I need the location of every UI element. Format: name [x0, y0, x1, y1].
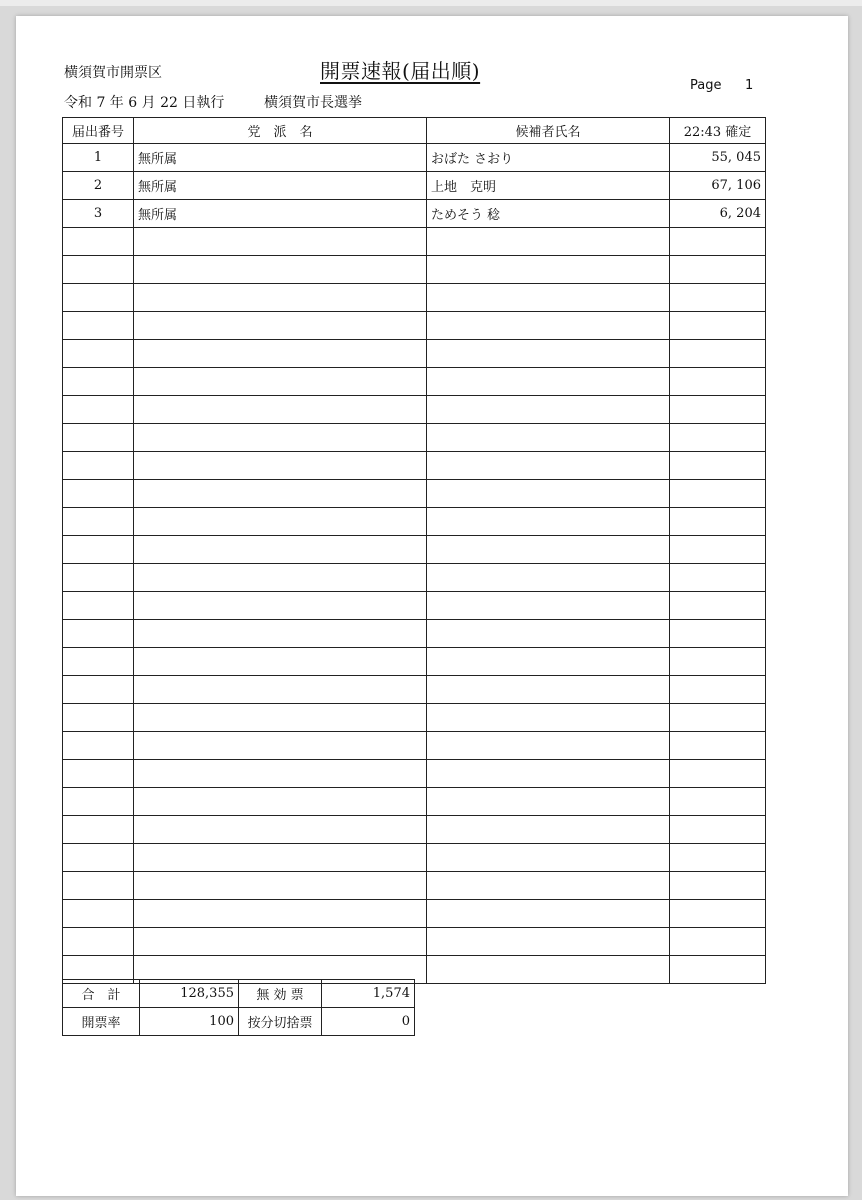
table-row — [63, 536, 766, 564]
counting-district: 横須賀市開票区 — [64, 65, 162, 81]
table-row — [63, 172, 766, 200]
cell-number — [63, 312, 134, 340]
table-row — [63, 676, 766, 704]
table-row — [63, 844, 766, 872]
cell-votes — [670, 620, 766, 648]
cell-number — [63, 424, 134, 452]
viewer-top-bar — [0, 0, 862, 6]
cell-number — [63, 480, 134, 508]
table-row — [63, 368, 766, 396]
cell-party — [134, 648, 427, 676]
table-row — [63, 872, 766, 900]
cell-party — [134, 340, 427, 368]
cell-party — [134, 452, 427, 480]
cell-number — [63, 452, 134, 480]
table-row — [63, 144, 766, 172]
cell-candidate — [427, 256, 670, 284]
table-row — [63, 340, 766, 368]
cell-votes — [670, 564, 766, 592]
table-row — [63, 284, 766, 312]
page-title: 開票速報(届出順) — [320, 59, 481, 83]
cell-party — [134, 844, 427, 872]
cell-party — [134, 480, 427, 508]
cell-number — [63, 284, 134, 312]
cell-votes — [670, 732, 766, 760]
cell-candidate — [427, 872, 670, 900]
table-row — [63, 816, 766, 844]
cell-party: 無所属 — [134, 144, 427, 172]
cell-votes — [670, 284, 766, 312]
cell-votes — [670, 424, 766, 452]
cell-number — [63, 872, 134, 900]
cell-number — [63, 228, 134, 256]
cell-party — [134, 900, 427, 928]
cell-party — [134, 760, 427, 788]
cell-candidate — [427, 760, 670, 788]
rate-label: 開票率 — [63, 1008, 140, 1036]
cell-party — [134, 620, 427, 648]
cell-party — [134, 284, 427, 312]
rate-value: 100 — [140, 1008, 239, 1036]
cell-number — [63, 340, 134, 368]
table-row — [63, 760, 766, 788]
table-row — [63, 312, 766, 340]
cell-candidate — [427, 228, 670, 256]
cell-party — [134, 564, 427, 592]
cell-votes — [670, 508, 766, 536]
cell-party — [134, 536, 427, 564]
cell-party — [134, 592, 427, 620]
cell-candidate: おばた さおり — [427, 144, 670, 172]
cell-votes — [670, 844, 766, 872]
cell-candidate — [427, 592, 670, 620]
cell-votes: 6, 204 — [670, 200, 766, 228]
results-table — [62, 117, 766, 984]
cell-party — [134, 676, 427, 704]
cell-number — [63, 536, 134, 564]
cell-number — [63, 592, 134, 620]
table-row — [63, 228, 766, 256]
cell-candidate — [427, 508, 670, 536]
table-row — [63, 396, 766, 424]
invalid-value: 1,574 — [322, 980, 415, 1008]
cell-votes — [670, 648, 766, 676]
cell-candidate — [427, 564, 670, 592]
cell-votes — [670, 788, 766, 816]
table-row — [63, 732, 766, 760]
cell-votes — [670, 256, 766, 284]
cell-votes — [670, 676, 766, 704]
cell-number: 1 — [63, 144, 134, 172]
cell-candidate — [427, 284, 670, 312]
header-party: 党 派 名 — [134, 118, 427, 144]
table-row — [63, 480, 766, 508]
page-label: Page — [690, 78, 722, 93]
cell-candidate — [427, 424, 670, 452]
table-row — [63, 592, 766, 620]
cell-votes — [670, 928, 766, 956]
cell-votes — [670, 452, 766, 480]
total-label: 合 計 — [63, 980, 140, 1008]
header-status: 22:43 確定 — [670, 118, 766, 144]
cell-party — [134, 256, 427, 284]
cell-votes — [670, 704, 766, 732]
cell-candidate — [427, 620, 670, 648]
cell-number — [63, 648, 134, 676]
cell-votes — [670, 228, 766, 256]
invalid-label: 無 効 票 — [239, 980, 322, 1008]
table-row — [63, 788, 766, 816]
summary-row — [63, 1008, 415, 1036]
cell-candidate — [427, 928, 670, 956]
cell-number — [63, 816, 134, 844]
header-number: 届出番号 — [63, 118, 134, 144]
cell-votes — [670, 396, 766, 424]
cell-candidate — [427, 844, 670, 872]
table-row — [63, 256, 766, 284]
cell-candidate — [427, 676, 670, 704]
table-row — [63, 564, 766, 592]
cell-number — [63, 788, 134, 816]
cell-votes — [670, 816, 766, 844]
cell-candidate — [427, 648, 670, 676]
page-number: 1 — [745, 78, 754, 93]
cell-candidate — [427, 704, 670, 732]
cell-candidate — [427, 788, 670, 816]
cell-number — [63, 564, 134, 592]
table-row — [63, 704, 766, 732]
cell-candidate — [427, 816, 670, 844]
table-row — [63, 200, 766, 228]
cell-party — [134, 396, 427, 424]
cell-number — [63, 396, 134, 424]
cell-number — [63, 620, 134, 648]
cell-party — [134, 508, 427, 536]
cell-candidate — [427, 368, 670, 396]
cell-votes — [670, 368, 766, 396]
header-candidate: 候補者氏名 — [427, 118, 670, 144]
summary-table — [62, 979, 415, 1036]
cell-party — [134, 312, 427, 340]
cell-party — [134, 368, 427, 396]
cell-party — [134, 928, 427, 956]
cell-party — [134, 732, 427, 760]
rounded-value: 0 — [322, 1008, 415, 1036]
cell-party — [134, 816, 427, 844]
cell-number — [63, 368, 134, 396]
cell-candidate — [427, 312, 670, 340]
table-row — [63, 900, 766, 928]
table-row — [63, 620, 766, 648]
cell-party: 無所属 — [134, 200, 427, 228]
cell-votes — [670, 312, 766, 340]
cell-party — [134, 424, 427, 452]
cell-number — [63, 508, 134, 536]
cell-party — [134, 788, 427, 816]
table-row — [63, 452, 766, 480]
rounded-label: 按分切捨票 — [239, 1008, 322, 1036]
cell-candidate: 上地 克明 — [427, 172, 670, 200]
table-header-row — [63, 118, 766, 144]
cell-votes — [670, 760, 766, 788]
cell-candidate — [427, 900, 670, 928]
cell-candidate — [427, 536, 670, 564]
summary-row — [63, 980, 415, 1008]
cell-number — [63, 844, 134, 872]
cell-votes — [670, 536, 766, 564]
cell-number — [63, 704, 134, 732]
table-row — [63, 648, 766, 676]
cell-number — [63, 732, 134, 760]
cell-candidate: ためそう 稔 — [427, 200, 670, 228]
table-row — [63, 424, 766, 452]
cell-votes — [670, 480, 766, 508]
cell-party — [134, 228, 427, 256]
cell-votes — [670, 592, 766, 620]
cell-candidate — [427, 340, 670, 368]
cell-number — [63, 676, 134, 704]
cell-number — [63, 928, 134, 956]
election-name: 横須賀市長選挙 — [264, 95, 362, 111]
cell-party — [134, 872, 427, 900]
cell-number: 2 — [63, 172, 134, 200]
cell-candidate — [427, 480, 670, 508]
execution-date: 令和 7 年 6 月 22 日執行 — [64, 95, 225, 111]
cell-candidate — [427, 396, 670, 424]
cell-votes — [670, 872, 766, 900]
cell-number — [63, 760, 134, 788]
table-row — [63, 508, 766, 536]
table-row — [63, 928, 766, 956]
cell-votes: 67, 106 — [670, 172, 766, 200]
cell-candidate — [427, 452, 670, 480]
cell-votes — [670, 956, 766, 984]
cell-party — [134, 704, 427, 732]
cell-number — [63, 256, 134, 284]
cell-votes — [670, 900, 766, 928]
cell-number: 3 — [63, 200, 134, 228]
cell-candidate — [427, 732, 670, 760]
cell-votes: 55, 045 — [670, 144, 766, 172]
total-value: 128,355 — [140, 980, 239, 1008]
cell-party: 無所属 — [134, 172, 427, 200]
cell-number — [63, 900, 134, 928]
cell-votes — [670, 340, 766, 368]
cell-candidate — [427, 956, 670, 984]
